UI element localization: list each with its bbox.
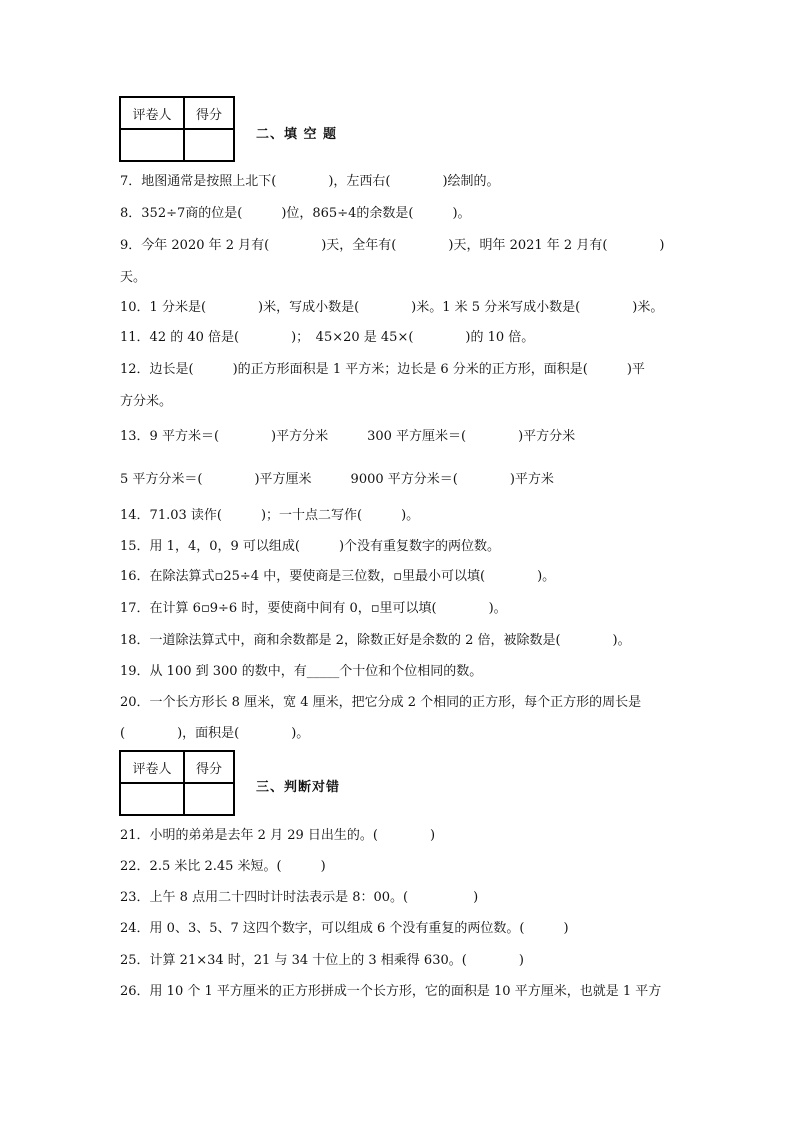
question-12-cont: 方分米。 [120, 394, 173, 409]
reviewer-header: 评卷人 [120, 97, 184, 129]
reviewer-cell[interactable] [120, 783, 184, 815]
question-20: 20．一个长方形长 8 厘米，宽 4 厘米，把它分成 2 个相同的正方形，每个正方形的周长是 [120, 695, 642, 710]
question-17: 17．在计算 6▫9÷6 时，要使商中间有 0，▫里可以填( )。 [120, 601, 507, 616]
question-8: 8．352÷7商的位是( )位，865÷4的余数是( )。 [120, 206, 471, 221]
question-9-cont: 天。 [120, 270, 147, 285]
question-21: 21．小明的弟弟是去年 2 月 29 日出生的。( ) [120, 828, 436, 843]
question-20-cont: ( )，面积是( )。 [120, 726, 310, 741]
question-25: 25．计算 21×34 时，21 与 34 十位上的 3 相乘得 630。( ) [120, 953, 524, 968]
question-9: 9．今年 2020 年 2 月有( )天，全年有( )天，明年 2021 年 2 月有( ) [120, 238, 665, 253]
question-19: 19．从 100 到 300 的数中，有_____个十位和个位相同的数。 [120, 664, 483, 679]
section-title-fill-blank: 二、填 空 题 [256, 127, 338, 142]
section-title-true-false: 三、判断对错 [256, 780, 341, 795]
question-16: 16．在除法算式▫25÷4 中，要使商是三位数，▫里最小可以填( )。 [120, 569, 556, 584]
score-cell[interactable] [184, 783, 234, 815]
question-23: 23．上午 8 点用二十四时计时法表示是 8：00。( ) [120, 890, 479, 905]
question-15: 15．用 1，4，0，9 可以组成( )个没有重复数字的两位数。 [120, 539, 501, 554]
question-12: 12．边长是( )的正方形面积是 1 平方米；边长是 6 分米的正方形，面积是( )平 [120, 362, 645, 377]
question-14: 14．71.03 读作( )；一十点二写作( )。 [120, 508, 420, 523]
question-18: 18．一道除法算式中，商和余数都是 2，除数正好是余数的 2 倍，被除数是( )。 [120, 633, 631, 648]
score-table-section2 [119, 96, 235, 162]
reviewer-header: 评卷人 [120, 751, 184, 783]
question-13-row1: 13．9 平方米＝( )平方分米 300 平方厘米＝( )平方分米 [120, 429, 576, 444]
reviewer-cell[interactable] [120, 129, 184, 161]
score-header: 得分 [184, 751, 234, 783]
score-header: 得分 [184, 97, 234, 129]
score-cell[interactable] [184, 129, 234, 161]
question-10: 10．1 分米是( )米，写成小数是( )米。1 米 5 分米写成小数是( )米。 [120, 300, 664, 315]
question-11: 11．42 的 40 倍是( )； 45×20 是 45×( )的 10 倍。 [120, 330, 535, 345]
question-24: 24．用 0、3、5、7 这四个数字，可以组成 6 个没有重复的两位数。( ) [120, 921, 569, 936]
question-7: 7．地图通常是按照上北下( )，左西右( )绘制的。 [120, 174, 500, 189]
question-22: 22．2.5 米比 2.45 米短。( ) [120, 859, 326, 874]
score-table-section3 [119, 750, 235, 816]
question-13-row2: 5 平方分米＝( )平方厘米 9000 平方分米＝( )平方米 [120, 472, 554, 487]
question-26: 26．用 10 个 1 平方厘米的正方形拼成一个长方形，它的面积是 10 平方厘米，也就是 1 平方 [120, 984, 662, 999]
